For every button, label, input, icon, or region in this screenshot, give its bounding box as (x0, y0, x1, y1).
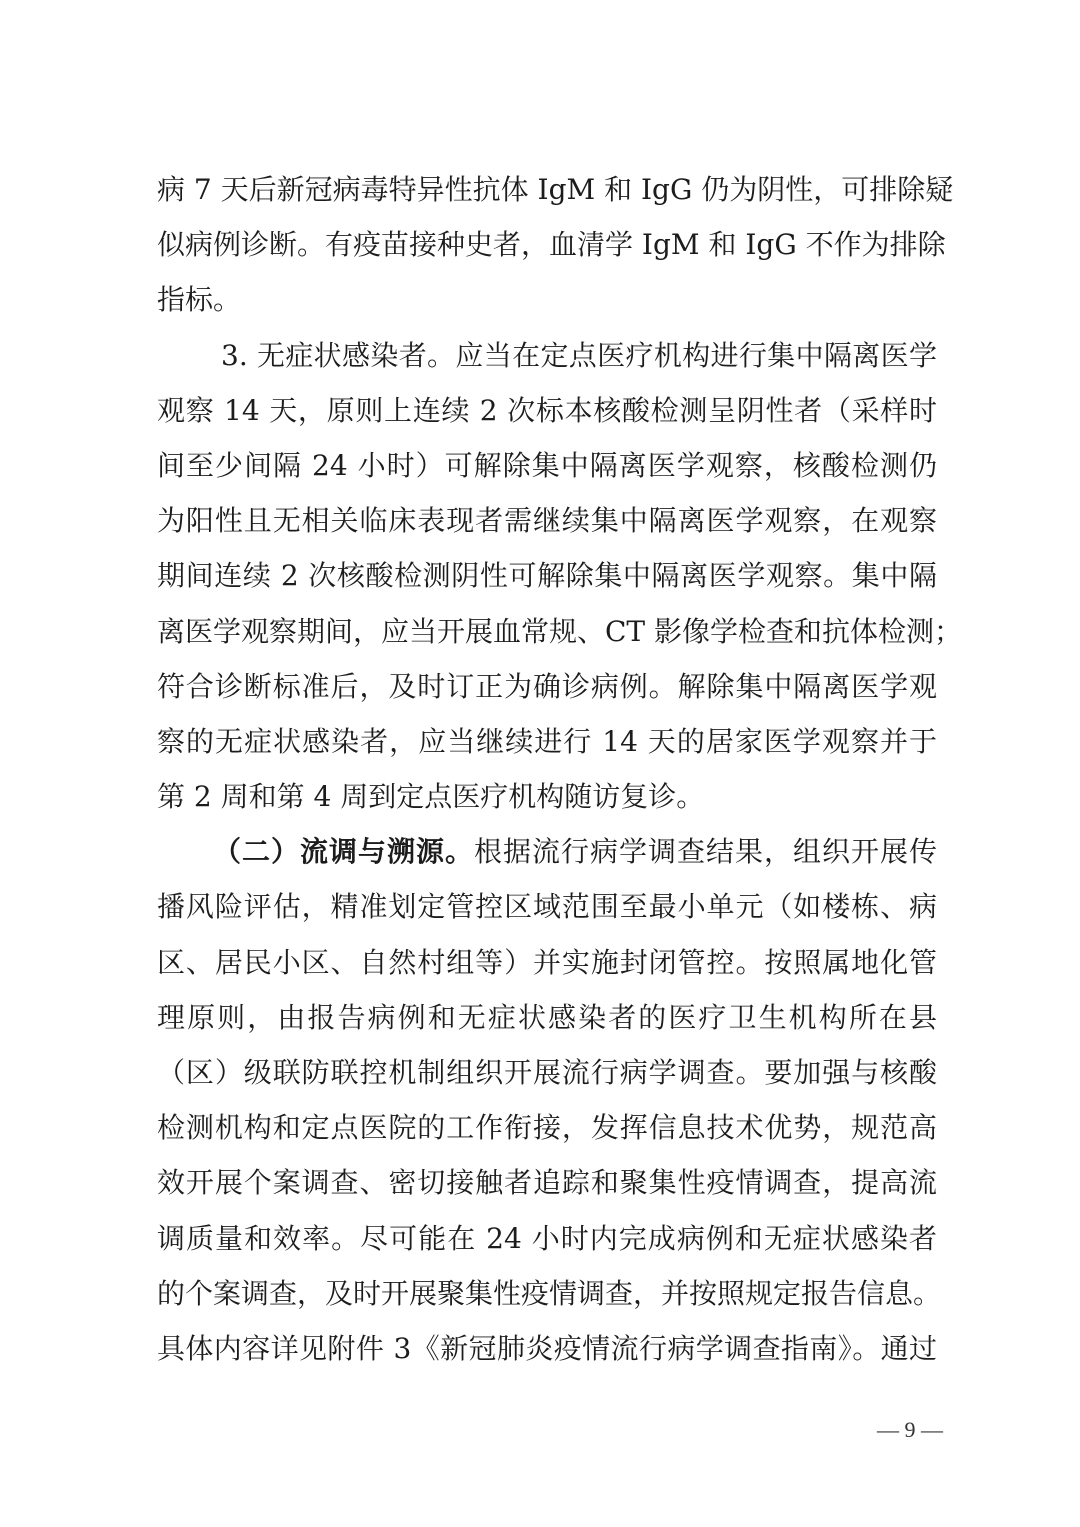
text-line: 期间连续 2 次核酸检测阴性可解除集中隔离医学观察。集中隔 (157, 559, 937, 593)
text-line: 间至少间隔 24 小时）可解除集中隔离医学观察，核酸检测仍 (157, 448, 937, 482)
section-text: 根据流行病学调查结果，组织开展传 (474, 835, 937, 869)
text-line: 观察 14 天，原则上连续 2 次标本核酸检测呈阴性者（采样时 (157, 393, 937, 427)
text-line: （区）级联防联控机制组织开展流行病学调查。要加强与核酸 (157, 1056, 937, 1089)
text-line: 播风险评估，精准划定管控区域范围至最小单元（如楼栋、病 (157, 890, 937, 924)
text-line: 检测机构和定点医院的工作衔接，发挥信息技术优势，规范高 (157, 1111, 937, 1145)
text-line: 察的无症状感染者，应当继续进行 14 天的居家医学观察并于 (157, 724, 937, 758)
page-number: — 9 — (877, 1417, 943, 1442)
text-line: 似病例诊断。有疫苗接种史者，血清学 IgM 和 IgG 不作为排除 (157, 228, 946, 262)
text-line: 为阳性且无相关临床表现者需继续集中隔离医学观察，在观察 (157, 504, 937, 538)
text-line: 调质量和效率。尽可能在 24 小时内完成病例和无症状感染者 (157, 1221, 937, 1255)
text-line: 理原则，由报告病例和无症状感染者的医疗卫生机构所在县 (157, 1000, 937, 1034)
text-line: 的个案调查，及时开展聚集性疫情调查，并按照规定报告信息。 (157, 1276, 942, 1310)
text-line: 3. 无症状感染者。应当在定点医疗机构进行集中隔离医学 (221, 338, 937, 372)
text-line: 病 7 天后新冠病毒特异性抗体 IgM 和 IgG 仍为阴性，可排除疑 (157, 173, 954, 206)
text-line: 指标。 (157, 283, 242, 317)
section-heading: （二）流调与溯源。 (213, 835, 474, 869)
text-line: 符合诊断标准后，及时订正为确诊病例。解除集中隔离医学观 (157, 669, 937, 703)
text-line: 区、居民小区、自然村组等）并实施封闭管控。按照属地化管 (157, 945, 937, 979)
body-text (157, 162, 963, 1376)
text-line: 效开展个案调查、密切接触者追踪和聚集性疫情调查，提高流 (157, 1166, 937, 1200)
text-line: 第 2 周和第 4 周到定点医疗机构随访复诊。 (157, 780, 705, 814)
text-line: 离医学观察期间，应当开展血常规、CT 影像学检查和抗体检测； (157, 614, 963, 648)
text-line: 具体内容详见附件 3《新冠肺炎疫情流行病学调查指南》。通过 (157, 1331, 937, 1365)
section-heading-line (157, 824, 937, 879)
